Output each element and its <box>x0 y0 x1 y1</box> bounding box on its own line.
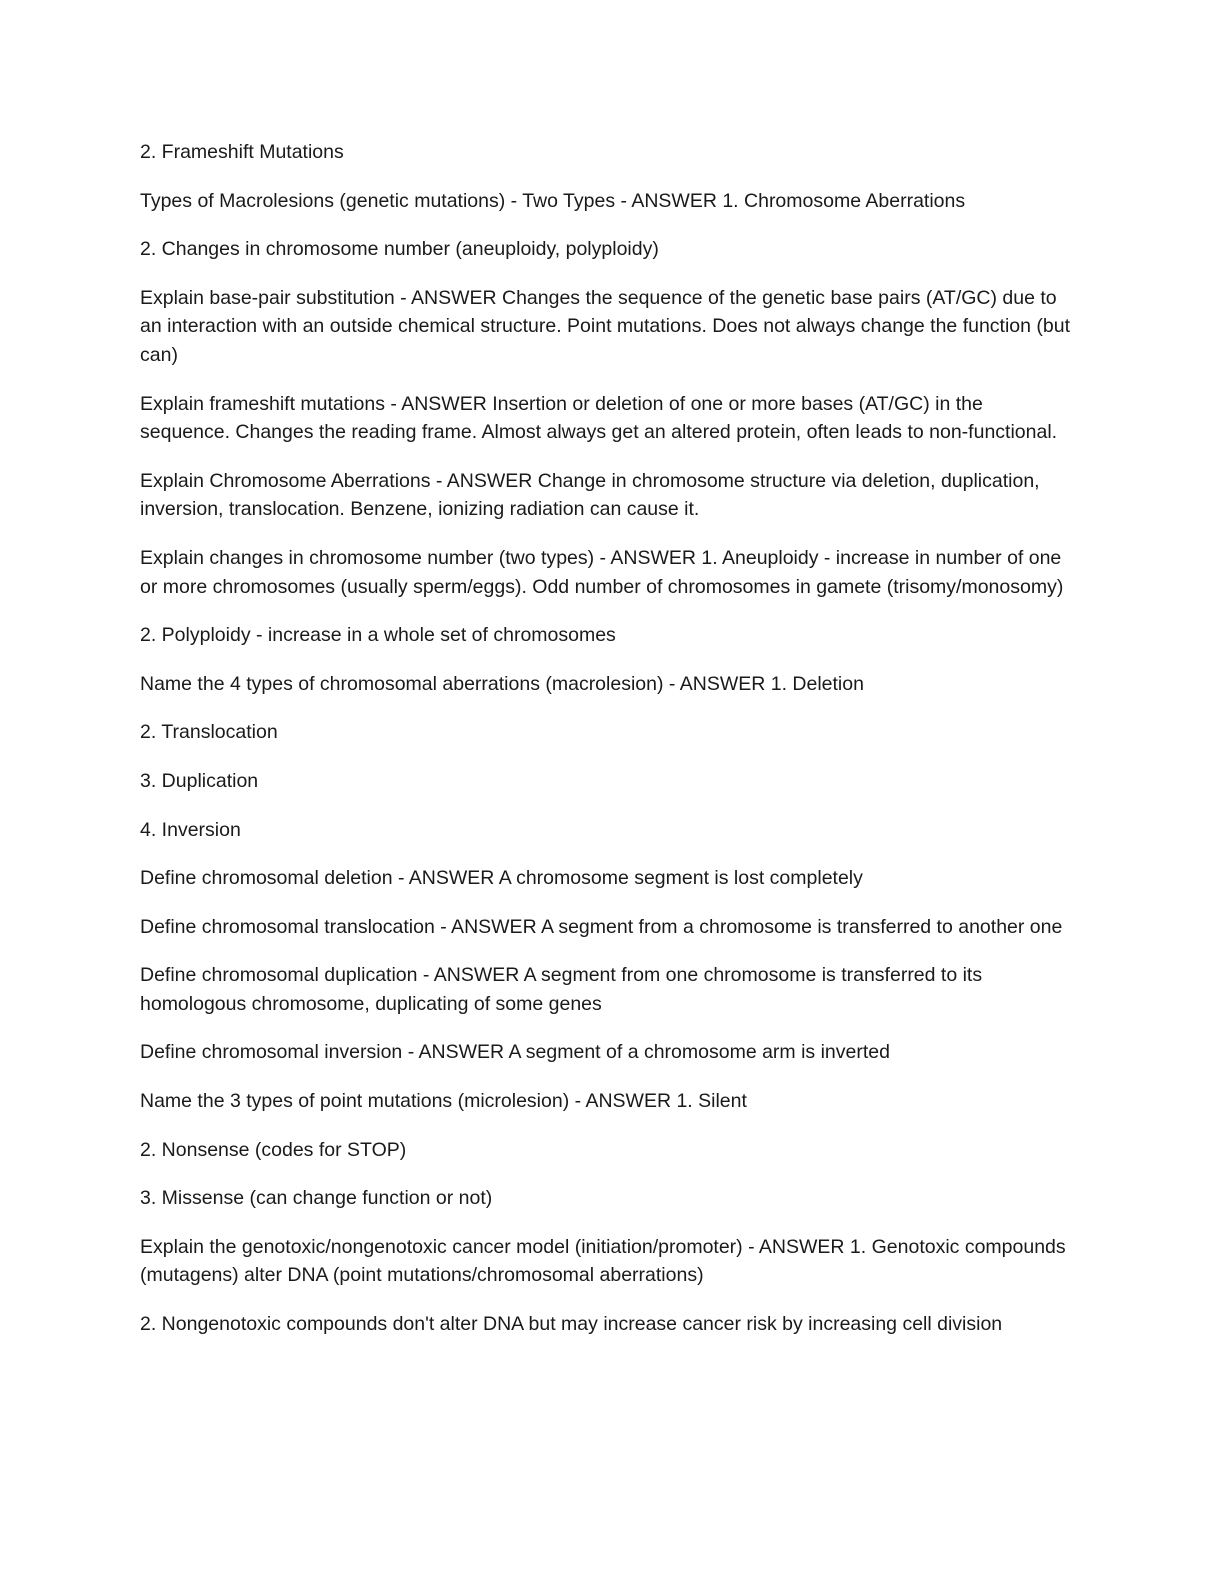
document-body <box>140 138 1075 1359</box>
paragraph-point-mutation-types: Name the 3 types of point mutations (microlesion) - ANSWER 1. Silent <box>140 1090 747 1113</box>
paragraph-define-duplication: Define chromosomal duplication - ANSWER A segment from one chromosome is transferred to its homologous chromosome, duplicating of some genes <box>140 964 983 1015</box>
paragraph-nongenotoxic: 2. Nongenotoxic compounds don't alter DNA but may increase cancer risk by increasing cell division <box>140 1313 1003 1336</box>
paragraph-frameshift-mutations: 2. Frameshift Mutations <box>140 141 344 163</box>
paragraph-define-translocation: Define chromosomal translocation - ANSWER A segment from a chromosome is transferred to another one <box>140 915 1063 938</box>
paragraph-chromosome-number-changes: 2. Changes in chromosome number (aneuploidy, polyploidy) <box>140 238 659 261</box>
paragraph-define-deletion: Define chromosomal deletion - ANSWER A chromosome segment is lost completely <box>140 867 863 890</box>
paragraph-base-pair-substitution: Explain base-pair substitution - ANSWER Changes the sequence of the genetic base pairs (AT/GC) due to an interaction with an outside chemical structure. Point mutations. Does not always change the function (but can) <box>140 286 1071 366</box>
paragraph-chromosome-aberrations: Explain Chromosome Aberrations - ANSWER Change in chromosome structure via deletion, duplication, inversion, translocation. Benzene, ionizing radiation can cause it. <box>140 469 1040 521</box>
paragraph-duplication: 3. Duplication <box>140 769 259 792</box>
paragraph-polyploidy: 2. Polyploidy - increase in a whole set of chromosomes <box>140 624 616 647</box>
paragraph-macrolesion-types: Types of Macrolesions (genetic mutations) - Two Types - ANSWER 1. Chromosome Aberrations <box>140 189 966 212</box>
paragraph-aberration-types: Name the 4 types of chromosomal aberrations (macrolesion) - ANSWER 1. Deletion <box>140 672 864 695</box>
paragraph-aneuploidy: Explain changes in chromosome number (two types) - ANSWER 1. Aneuploidy - increase in number of one or more chromosomes (usually sperm/eggs). Odd number of chromosomes in gamete (trisomy/monosomy) <box>140 546 1064 598</box>
paragraph-translocation: 2. Translocation <box>140 721 278 744</box>
paragraph-missense: 3. Missense (can change function or not) <box>140 1187 493 1210</box>
paragraph-define-inversion: Define chromosomal inversion - ANSWER A segment of a chromosome arm is inverted <box>140 1041 890 1064</box>
paragraph-inversion: 4. Inversion <box>140 818 241 841</box>
paragraph-frameshift-explained: Explain frameshift mutations - ANSWER Insertion or deletion of one or more bases (AT/GC) in the sequence. Changes the reading frame. Almost always get an altered protein, often leads to non-functional. <box>140 392 1058 444</box>
paragraph-cancer-model: Explain the genotoxic/nongenotoxic cancer model (initiation/promoter) - ANSWER 1. Genotoxic compounds (mutagens) alter DNA (point mutations/chromosomal aberrations) <box>140 1235 1066 1287</box>
paragraph-nonsense: 2. Nonsense (codes for STOP) <box>140 1138 407 1161</box>
